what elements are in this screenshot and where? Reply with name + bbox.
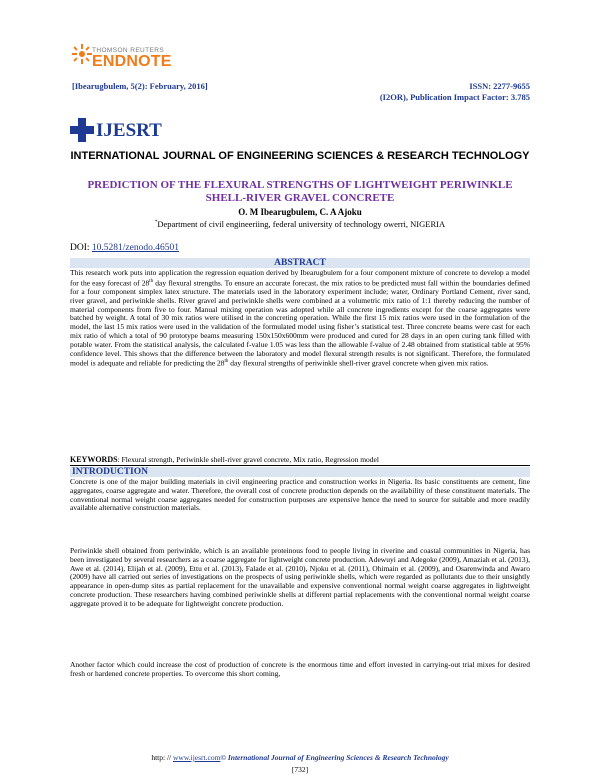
issn: ISSN: 2277-9655 bbox=[469, 81, 530, 91]
keywords-divider bbox=[70, 465, 530, 466]
abstract-part-a: This research work puts into application the regression equation derived by Ibearugbulem for a four component mixture of concrete to develop a model for the easy forecast of 28 bbox=[70, 268, 530, 288]
abstract-sup-a: th bbox=[149, 278, 154, 284]
footer-url-link[interactable]: www.ijesrt.com bbox=[172, 753, 221, 762]
affiliation-text: Department of civil engineeriing, federal university of technology owerri, NIGERIA bbox=[157, 219, 446, 229]
journal-full-name: INTERNATIONAL JOURNAL OF ENGINEERING SCIENCES & RESEARCH TECHNOLOGY bbox=[70, 150, 530, 162]
sun-logo-icon bbox=[72, 44, 92, 64]
authors: O. M Ibearugbulem, C. A Ajoku bbox=[238, 207, 362, 217]
keywords-label: KEYWORDS bbox=[70, 455, 118, 464]
introduction-heading: INTRODUCTION bbox=[72, 467, 149, 477]
abstract-part-b: day flexural strengths. To ensure an accurate forecast, the mix ratios to be predicted must fall within the boundaries defined for a four component simplex latex structure. The materials used in the laboratory experiment include; water, Ordinary Portland Cement, river sand, river gravel, and periwinkle shells. River gravel and periwinkle shells were combined at a volumetric mix ratio of 1:1 thereby reducing the number of material components from five to four. Manual mixing operation was adopted while all concrete ingredients except for the coarse aggregates were batched by weight. A total of 30 mix ratios were utilised in the concreting operation. While the first 15 mix ratios were used in the formulation of the model, the last 15 mix ratios were used in the validation of the formulated model using fisher’s statistical test. Three concrete beams were cast for each mix ratio of which a total of 90 prototype beams measuring 150x150x600mm were produced and cured for 28 days in an open curing tank filled with potable water. From the statistical analysis, the calculated f-value 1.05 was less than the allowable f-value of 2.48 obtained from statistical table at 95% confidence level. This shows that the difference between the laboratory and model flexural strength results is not significant. Therefore, the formulated model is adequate and reliable for predicting the 28 bbox=[70, 278, 531, 368]
publisher-line2: ENDNOTE bbox=[92, 53, 172, 70]
abstract-text bbox=[70, 269, 530, 369]
abstract-heading: ABSTRACT bbox=[274, 258, 326, 268]
affiliation bbox=[70, 219, 530, 229]
citation: [Ibearugbulem, 5(2): February, 2016] bbox=[72, 81, 208, 91]
intro-paragraph-2: Periwinkle shell obtained from periwinkle, which is an available proteinous food to people living in riverine and coastal communities in Nigeria, has been investigated by several researchers as a coarse aggregate for lightweight concrete production. Adewuyi and Adegoke (2009), Amaziah et al. (2013), Awe et al. (2014), Elijah et al. (2009), Ettu et al. (2013), Falade et al. (2010), Njoku et al. (2011), Ohimain et al. (2009), and Osarenwinda and Awaro (2009) have all carried out series of investigations on the prospects of using periwinkle shells, which were regarded as pollutants due to their unsightly appearance in open-dump sites as partial replacement for the unavailable and expensive conventional normal weight coarse aggregates in lightweight concrete production. These researchers having combined periwinkle shells at different partial replacements with the conventional normal weight coarse aggregate proved it to be adequate for lightweight concrete production. bbox=[70, 546, 530, 608]
footer-journal: © International Journal of Engineering Sciences & Research Technology bbox=[220, 753, 449, 762]
affiliation-mark: * bbox=[154, 220, 158, 226]
impact-factor: (I2OR), Publication Impact Factor: 3.785 bbox=[379, 92, 530, 102]
keywords-text: : Flexural strength, Periwinkle shell-river gravel concrete, Mix ratio, Regression model bbox=[117, 455, 379, 464]
abstract-sup-c: th bbox=[224, 359, 229, 365]
journal-abbr: IJESRT bbox=[96, 120, 162, 141]
page-number: [732] bbox=[291, 765, 309, 774]
footer bbox=[70, 753, 530, 762]
footer-prefix: http: // bbox=[151, 753, 173, 762]
header-right bbox=[380, 81, 530, 103]
doi-link[interactable]: 10.5281/zenodo.46501 bbox=[91, 243, 179, 253]
intro-paragraph-1: Concrete is one of the major building materials in civil engineering practice and construction works in Nigeria. Its basic constituents are cement, fine aggregates, coarse aggregate and water. Therefore, the overall cost of concrete production depends on the availability of these constituent materials. The conventional normal weight coarse aggregates needed for construction purposes are expensive hence the need to source for suitable and more readily available alternative construction materials. bbox=[70, 477, 530, 513]
intro-paragraph-3: Another factor which could increase the cost of production of concrete is the enormous time and effort invested in carrying-out trial mixes for desired fresh or hardened concrete properties. To overcome this short coming, bbox=[70, 660, 530, 678]
endnote-logo bbox=[72, 40, 192, 74]
publisher-line1: THOMSON REUTERS bbox=[92, 47, 165, 54]
keywords bbox=[70, 455, 530, 464]
paper-title: PREDICTION OF THE FLEXURAL STRENGTHS OF LIGHTWEIGHT PERIWINKLE SHELL-RIVER GRAVEL CONCRETE bbox=[87, 179, 513, 204]
abstract-part-c: day flexural strengths of periwinkle shell-river gravel concrete when given mix ratios. bbox=[228, 358, 489, 368]
plus-icon bbox=[70, 118, 94, 142]
doi-label: DOI: bbox=[70, 243, 90, 253]
doi bbox=[70, 243, 179, 253]
